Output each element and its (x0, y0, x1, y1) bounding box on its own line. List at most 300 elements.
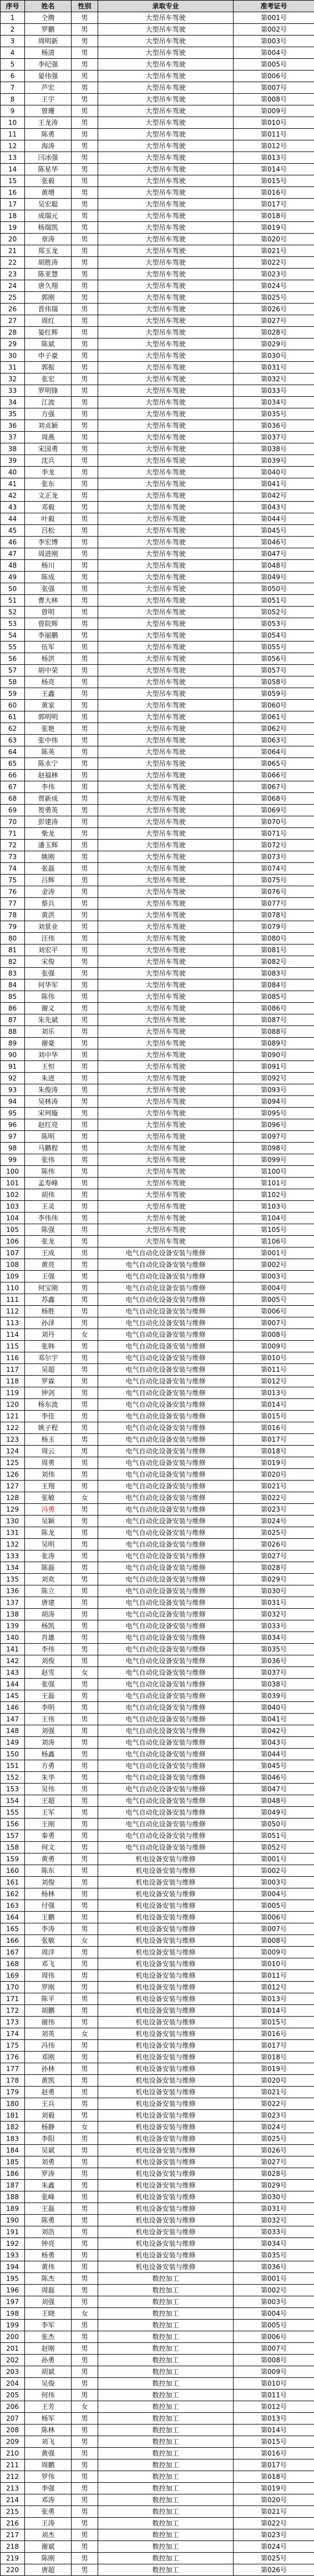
cell-gender: 男 (72, 397, 98, 408)
cell-major: 机电设备安装与维修 (98, 2122, 234, 2133)
cell-major: 大型吊车驾驶 (98, 944, 234, 956)
cell-name: 李宏博 (25, 537, 72, 548)
cell-gender: 男 (72, 2541, 98, 2553)
cell-name: 王翔 (25, 1481, 72, 1492)
table-row (1, 2168, 314, 2180)
table-row (1, 2203, 314, 2215)
cell-gender: 男 (72, 2040, 98, 2052)
cell-admission-no: 第048号 (234, 560, 314, 572)
cell-major: 数控加工 (98, 2296, 234, 2308)
cell-seq: 30 (1, 350, 25, 362)
table-row (1, 1550, 314, 1562)
cell-major: 大型吊车驾驶 (98, 805, 234, 816)
cell-name: 朱华 (25, 1772, 72, 1784)
cell-admission-no: 第004号 (234, 1888, 314, 1900)
cell-seq: 11 (1, 129, 25, 140)
cell-name: 周红 (25, 315, 72, 327)
cell-major: 大型吊车驾驶 (98, 676, 234, 688)
table-row (1, 1574, 314, 1585)
table-row (1, 1341, 314, 1352)
table-row (1, 478, 314, 490)
cell-seq: 17 (1, 199, 25, 210)
cell-admission-no: 第060号 (234, 700, 314, 711)
cell-admission-no: 第070号 (234, 816, 314, 828)
cell-gender: 男 (72, 2273, 98, 2285)
cell-admission-no: 第001号 (234, 1853, 314, 1865)
cell-name: 王兵 (25, 2098, 72, 2110)
cell-gender: 男 (72, 36, 98, 47)
table-row (1, 1853, 314, 1865)
cell-name: 谢豪 (25, 1038, 72, 1049)
cell-major: 数控加工 (98, 2285, 234, 2296)
cell-admission-no: 第018号 (234, 210, 314, 222)
cell-seq: 98 (1, 1143, 25, 1154)
cell-name: 姚子程 (25, 1422, 72, 1434)
cell-major: 数控加工 (98, 2541, 234, 2553)
table-row (1, 1492, 314, 1504)
cell-gender: 男 (72, 257, 98, 269)
cell-seq: 77 (1, 898, 25, 910)
cell-major: 数控加工 (98, 2308, 234, 2320)
cell-admission-no: 第018号 (234, 1446, 314, 1457)
cell-major: 大型吊车驾驶 (98, 688, 234, 700)
cell-name: 张宏 (25, 373, 72, 385)
table-row (1, 1026, 314, 1038)
cell-gender: 男 (72, 851, 98, 863)
cell-admission-no: 第026号 (234, 2145, 314, 2156)
cell-major: 大型吊车驾驶 (98, 548, 234, 560)
cell-admission-no: 第015号 (234, 2436, 314, 2448)
cell-seq: 34 (1, 397, 25, 408)
cell-name: 胡斌 (25, 2366, 72, 2378)
cell-gender: 男 (72, 1387, 98, 1399)
table-row (1, 1352, 314, 1364)
cell-name: 黄亮 (25, 1259, 72, 1271)
cell-gender: 男 (72, 1702, 98, 1714)
cell-gender: 男 (72, 595, 98, 607)
cell-name: 王龙涛 (25, 117, 72, 129)
cell-name: 晏红辉 (25, 327, 72, 339)
cell-major: 机电设备安装与维修 (98, 2261, 234, 2273)
cell-major: 大型吊车驾驶 (98, 350, 234, 362)
cell-gender: 男 (72, 175, 98, 187)
cell-major: 电气自动化设备安装与维修 (98, 1795, 234, 1807)
cell-major: 大型吊车驾驶 (98, 1166, 234, 1178)
cell-major: 电气自动化设备安装与维修 (98, 1364, 234, 1376)
table-row (1, 164, 314, 175)
cell-name: 李军 (25, 2320, 72, 2331)
table-row (1, 525, 314, 537)
cell-major: 大型吊车驾驶 (98, 1189, 234, 1201)
cell-name: 贾新成 (25, 793, 72, 805)
table-row (1, 397, 314, 408)
cell-major: 大型吊车驾驶 (98, 140, 234, 152)
cell-name: 周进刚 (25, 548, 72, 560)
cell-admission-no: 第081号 (234, 944, 314, 956)
cell-major: 大型吊车驾驶 (98, 583, 234, 595)
cell-gender: 男 (72, 770, 98, 781)
table-row (1, 339, 314, 350)
cell-seq: 59 (1, 688, 25, 700)
cell-major: 机电设备安装与维修 (98, 1877, 234, 1888)
cell-name: 张强 (25, 583, 72, 595)
cell-admission-no: 第027号 (234, 315, 314, 327)
cell-name: 黄增 (25, 187, 72, 199)
cell-gender: 男 (72, 2075, 98, 2087)
cell-name: 杨清 (25, 47, 72, 59)
table-row (1, 245, 314, 257)
cell-major: 机电设备安装与维修 (98, 2005, 234, 2017)
cell-name: 罗鹏 (25, 24, 72, 36)
cell-gender: 男 (72, 968, 98, 979)
cell-admission-no: 第028号 (234, 2168, 314, 2180)
table-row (1, 1271, 314, 1282)
cell-admission-no: 第028号 (234, 1562, 314, 1574)
table-row (1, 432, 314, 443)
cell-admission-no: 第032号 (234, 2215, 314, 2226)
cell-major: 机电设备安装与维修 (98, 1923, 234, 1935)
cell-gender: 男 (72, 863, 98, 875)
cell-seq: 137 (1, 1597, 25, 1609)
cell-admission-no: 第062号 (234, 723, 314, 735)
cell-major: 数控加工 (98, 2529, 234, 2541)
cell-gender: 男 (72, 1749, 98, 1760)
cell-name: 孟寿峰 (25, 1178, 72, 1189)
cell-seq: 186 (1, 2168, 25, 2180)
table-row (1, 700, 314, 711)
table-row (1, 1434, 314, 1446)
table-row (1, 1923, 314, 1935)
cell-major: 大型吊车驾驶 (98, 653, 234, 665)
cell-seq: 103 (1, 1201, 25, 1213)
cell-major: 大型吊车驾驶 (98, 47, 234, 59)
cell-gender: 男 (72, 327, 98, 339)
cell-name: 王超 (25, 1795, 72, 1807)
cell-seq: 33 (1, 385, 25, 397)
cell-major: 大型吊车驾驶 (98, 408, 234, 420)
cell-name: 刘伟 (25, 1469, 72, 1481)
cell-gender: 男 (72, 2133, 98, 2145)
cell-admission-no: 第030号 (234, 2191, 314, 2203)
cell-seq: 86 (1, 1003, 25, 1014)
cell-seq: 177 (1, 2063, 25, 2075)
cell-major: 大型吊车驾驶 (98, 851, 234, 863)
table-row (1, 1213, 314, 1224)
cell-gender: 男 (72, 1108, 98, 1119)
cell-major: 数控加工 (98, 2366, 234, 2378)
cell-major: 电气自动化设备安装与维修 (98, 1527, 234, 1539)
cell-seq: 79 (1, 921, 25, 933)
cell-gender: 男 (72, 1609, 98, 1620)
cell-seq: 159 (1, 1853, 25, 1865)
cell-admission-no: 第016号 (234, 187, 314, 199)
cell-major: 大型吊车驾驶 (98, 432, 234, 443)
cell-name: 李纪强 (25, 59, 72, 70)
cell-seq: 94 (1, 1096, 25, 1108)
cell-admission-no: 第004号 (234, 2308, 314, 2320)
cell-major: 机电设备安装与维修 (98, 1853, 234, 1865)
cell-seq: 87 (1, 1014, 25, 1026)
cell-gender: 男 (72, 723, 98, 735)
cell-admission-no: 第023号 (234, 2110, 314, 2122)
cell-name: 张峰 (25, 2191, 72, 2203)
table-row (1, 1632, 314, 1644)
cell-gender: 男 (72, 2238, 98, 2250)
cell-name: 刘贞颖 (25, 420, 72, 432)
cell-admission-no: 第055号 (234, 642, 314, 653)
cell-name: 赵雪 (25, 1667, 72, 1679)
cell-major: 大型吊车驾驶 (98, 560, 234, 572)
cell-major: 电气自动化设备安装与维修 (98, 1737, 234, 1749)
cell-admission-no: 第040号 (234, 467, 314, 478)
cell-seq: 116 (1, 1352, 25, 1364)
cell-name: 吴伟 (25, 1784, 72, 1795)
cell-major: 大型吊车驾驶 (98, 1224, 234, 1236)
cell-major: 电气自动化设备安装与维修 (98, 1317, 234, 1329)
cell-gender: 男 (72, 2355, 98, 2366)
cell-major: 大型吊车驾驶 (98, 257, 234, 269)
cell-gender: 男 (72, 1271, 98, 1282)
cell-admission-no: 第011号 (234, 129, 314, 140)
table-row (1, 1912, 314, 1923)
cell-major: 机电设备安装与维修 (98, 2052, 234, 2063)
cell-admission-no: 第049号 (234, 572, 314, 583)
table-row (1, 2273, 314, 2285)
table-row (1, 315, 314, 327)
cell-name: 陈伟 (25, 991, 72, 1003)
cell-seq: 202 (1, 2355, 25, 2366)
cell-admission-no: 第082号 (234, 956, 314, 968)
cell-gender: 男 (72, 82, 98, 94)
cell-major: 数控加工 (98, 2494, 234, 2506)
cell-seq: 211 (1, 2459, 25, 2471)
cell-gender: 男 (72, 548, 98, 560)
cell-gender: 男 (72, 2553, 98, 2564)
table-row (1, 117, 314, 129)
cell-seq: 7 (1, 82, 25, 94)
table-row (1, 583, 314, 595)
table-row (1, 373, 314, 385)
cell-gender: 男 (72, 1516, 98, 1527)
cell-major: 电气自动化设备安装与维修 (98, 1609, 234, 1620)
cell-admission-no: 第043号 (234, 1737, 314, 1749)
cell-name: 刘乐 (25, 1026, 72, 1038)
cell-seq: 212 (1, 2471, 25, 2483)
cell-admission-no: 第013号 (234, 2413, 314, 2425)
cell-major: 机电设备安装与维修 (98, 2110, 234, 2122)
cell-admission-no: 第025号 (234, 2553, 314, 2564)
cell-gender: 男 (72, 1259, 98, 1271)
cell-seq: 123 (1, 1434, 25, 1446)
cell-name: 谢伟 (25, 2017, 72, 2028)
cell-name: 张东 (25, 478, 72, 490)
cell-name: 钟亮 (25, 2238, 72, 2250)
cell-major: 机电设备安装与维修 (98, 2017, 234, 2028)
table-row (1, 2518, 314, 2529)
table-row (1, 595, 314, 607)
cell-admission-no: 第064号 (234, 746, 314, 758)
cell-gender: 男 (72, 1143, 98, 1154)
cell-seq: 115 (1, 1341, 25, 1352)
table-row (1, 1061, 314, 1073)
table-row (1, 1457, 314, 1469)
cell-seq: 52 (1, 607, 25, 618)
cell-name: 杨勇 (25, 2250, 72, 2261)
cell-name: 周云 (25, 1446, 72, 1457)
cell-seq: 2 (1, 24, 25, 36)
cell-admission-no: 第010号 (234, 1352, 314, 1364)
cell-gender: 男 (72, 1550, 98, 1562)
table-row (1, 2017, 314, 2028)
cell-gender: 男 (72, 1341, 98, 1352)
cell-major: 大型吊车驾驶 (98, 70, 234, 82)
cell-name: 宋珂璇 (25, 1108, 72, 1119)
cell-name: 黄强 (25, 2448, 72, 2459)
cell-seq: 182 (1, 2122, 25, 2133)
table-row (1, 537, 314, 548)
cell-major: 大型吊车驾驶 (98, 1143, 234, 1154)
cell-name: 朱俊涛 (25, 1084, 72, 1096)
cell-seq: 53 (1, 618, 25, 630)
cell-major: 大型吊车驾驶 (98, 467, 234, 478)
cell-seq: 207 (1, 2413, 25, 2425)
cell-major: 机电设备安装与维修 (98, 2145, 234, 2156)
cell-admission-no: 第029号 (234, 1574, 314, 1585)
cell-name: 陈斌 (25, 339, 72, 350)
cell-name: 黄洪 (25, 910, 72, 921)
table-row (1, 991, 314, 1003)
cell-name: 孙泽 (25, 1317, 72, 1329)
cell-name: 吴宏聪 (25, 199, 72, 210)
table-row (1, 805, 314, 816)
cell-name: 刘景业 (25, 921, 72, 933)
cell-admission-no: 第020号 (234, 2494, 314, 2506)
cell-name: 杨静 (25, 2122, 72, 2133)
cell-seq: 106 (1, 1236, 25, 1247)
cell-name: 何伟 (25, 2390, 72, 2401)
cell-major: 数控加工 (98, 2506, 234, 2518)
cell-gender: 男 (72, 1795, 98, 1807)
cell-major: 数控加工 (98, 2273, 234, 2285)
cell-major: 机电设备安装与维修 (98, 2098, 234, 2110)
cell-gender: 男 (72, 1725, 98, 1737)
cell-gender: 男 (72, 2366, 98, 2378)
cell-major: 数控加工 (98, 2390, 234, 2401)
cell-name: 王宇 (25, 94, 72, 105)
cell-seq: 22 (1, 257, 25, 269)
cell-admission-no: 第071号 (234, 828, 314, 840)
table-row (1, 2401, 314, 2413)
cell-name: 孙林 (25, 2063, 72, 2075)
cell-major: 机电设备安装与维修 (98, 1958, 234, 1970)
cell-seq: 128 (1, 1492, 25, 1504)
table-row (1, 1178, 314, 1189)
cell-gender: 男 (72, 2331, 98, 2343)
cell-gender: 男 (72, 467, 98, 478)
cell-seq: 201 (1, 2343, 25, 2355)
cell-seq: 117 (1, 1364, 25, 1376)
cell-gender: 女 (72, 1935, 98, 1947)
table-row (1, 2005, 314, 2017)
cell-gender: 男 (72, 1830, 98, 1842)
cell-major: 大型吊车驾驶 (98, 537, 234, 548)
cell-admission-no: 第012号 (234, 140, 314, 152)
cell-gender: 男 (72, 1737, 98, 1749)
cell-gender: 男 (72, 1958, 98, 1970)
cell-seq: 204 (1, 2378, 25, 2390)
cell-admission-no: 第069号 (234, 805, 314, 816)
cell-admission-no: 第097号 (234, 1131, 314, 1143)
cell-gender: 男 (72, 2413, 98, 2425)
cell-admission-no: 第061号 (234, 711, 314, 723)
cell-admission-no: 第058号 (234, 676, 314, 688)
cell-name: 刘强 (25, 2296, 72, 2308)
cell-major: 电气自动化设备安装与维修 (98, 1446, 234, 1457)
table-row (1, 1446, 314, 1457)
table-row (1, 2122, 314, 2133)
cell-admission-no: 第009号 (234, 2366, 314, 2378)
cell-major: 大型吊车驾驶 (98, 816, 234, 828)
cell-name: 吴颖 (25, 1516, 72, 1527)
cell-gender: 男 (72, 1457, 98, 1469)
table-row (1, 350, 314, 362)
cell-gender: 男 (72, 478, 98, 490)
cell-name: 刘俊 (25, 1655, 72, 1667)
cell-admission-no: 第006号 (234, 70, 314, 82)
cell-admission-no: 第017号 (234, 2040, 314, 2052)
cell-name: 何宝刚 (25, 1282, 72, 1294)
cell-gender: 男 (72, 1073, 98, 1084)
cell-name: 张磊 (25, 863, 72, 875)
table-row (1, 1387, 314, 1399)
cell-gender: 男 (72, 2285, 98, 2296)
table-row (1, 82, 314, 94)
cell-name: 朱鑫 (25, 2180, 72, 2191)
cell-name: 陈伟 (25, 1166, 72, 1178)
cell-seq: 99 (1, 1154, 25, 1166)
cell-admission-no: 第096号 (234, 1119, 314, 1131)
cell-seq: 136 (1, 1585, 25, 1597)
cell-gender: 男 (72, 1213, 98, 1224)
cell-name: 刘宏平 (25, 944, 72, 956)
cell-seq: 169 (1, 1970, 25, 1982)
cell-admission-no: 第093号 (234, 1084, 314, 1096)
table-row (1, 1982, 314, 1993)
cell-major: 大型吊车驾驶 (98, 315, 234, 327)
cell-gender: 女 (72, 2401, 98, 2413)
cell-admission-no: 第014号 (234, 2005, 314, 2017)
cell-gender: 男 (72, 1236, 98, 1247)
cell-name: 晏伟强 (25, 70, 72, 82)
cell-seq: 185 (1, 2156, 25, 2168)
cell-name: 周明新 (25, 36, 72, 47)
cell-name: 李涛 (25, 1923, 72, 1935)
cell-admission-no: 第074号 (234, 863, 314, 875)
cell-seq: 142 (1, 1655, 25, 1667)
cell-major: 数控加工 (98, 2518, 234, 2529)
cell-gender: 男 (72, 502, 98, 513)
cell-admission-no: 第008号 (234, 2355, 314, 2366)
cell-seq: 57 (1, 665, 25, 676)
cell-admission-no: 第040号 (234, 1702, 314, 1714)
cell-major: 数控加工 (98, 2401, 234, 2413)
cell-gender: 男 (72, 1201, 98, 1213)
cell-seq: 107 (1, 1247, 25, 1259)
cell-seq: 80 (1, 933, 25, 944)
cell-name: 唐超 (25, 2564, 72, 2576)
cell-major: 数控加工 (98, 2436, 234, 2448)
cell-major: 机电设备安装与维修 (98, 1935, 234, 1947)
